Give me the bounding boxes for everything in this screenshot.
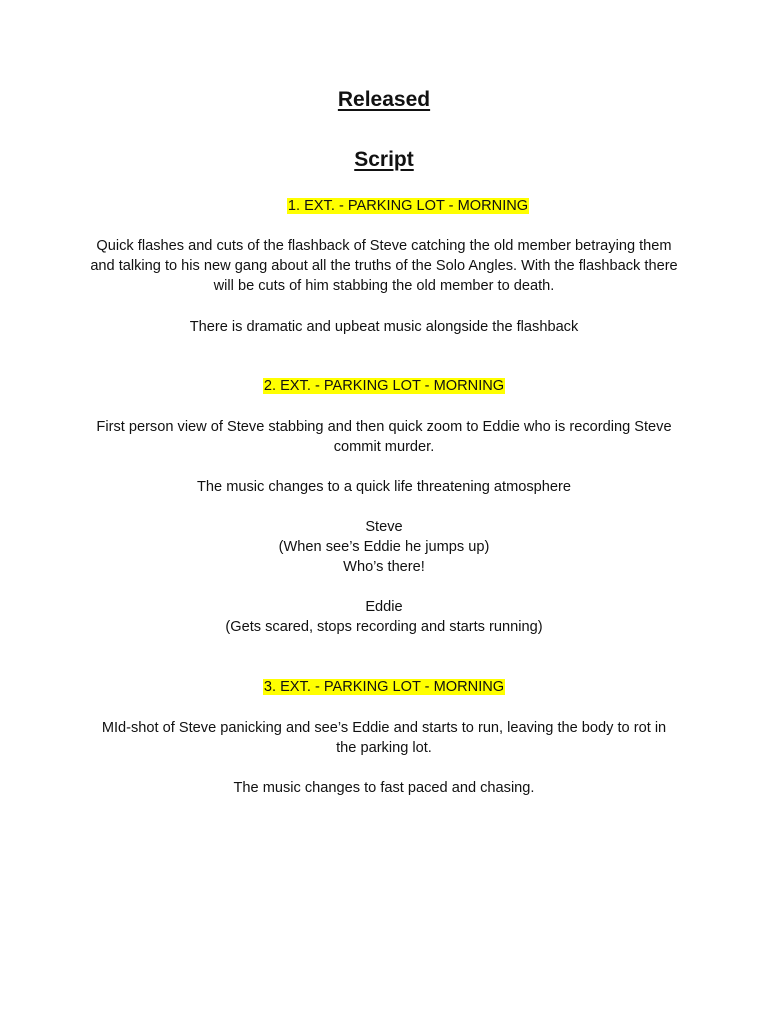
stage-direction: (When see’s Eddie he jumps up)	[278, 539, 490, 555]
scene-heading-text: 2. EXT. - PARKING LOT - MORNING	[263, 378, 505, 394]
scene-1-music-note: There is dramatic and upbeat music alongside the flashback	[189, 319, 579, 335]
document-title: Released	[337, 88, 431, 111]
scene-heading-text: 3. EXT. - PARKING LOT - MORNING	[263, 679, 505, 695]
character-name: Steve	[365, 519, 403, 535]
scene-3-action: MId-shot of Steve panicking and see’s Eddie and starts to run, leaving the body to rot in the parking lot.	[101, 720, 667, 756]
stage-direction: (Gets scared, stops recording and starts running)	[225, 619, 543, 635]
scene-2-music-note: The music changes to a quick life threatening atmosphere	[197, 479, 571, 495]
scene-heading-text: 1. EXT. - PARKING LOT - MORNING	[287, 198, 529, 214]
scene-heading-3	[0, 677, 768, 697]
scene-heading-2	[0, 376, 768, 396]
scene-heading-1	[0, 196, 768, 216]
character-name: Eddie	[365, 599, 403, 615]
scene-1-action: Quick flashes and cuts of the flashback of Steve catching the old member betraying them and talking to his new gang about all the truths of the Solo Angles. With the flashback there will be cuts of him stabbing the old member to death.	[90, 238, 678, 294]
scene-2-action: First person view of Steve stabbing and then quick zoom to Eddie who is recording Steve commit murder.	[96, 419, 672, 455]
dialogue-eddie	[90, 597, 678, 637]
scene-3-music-note: The music changes to fast paced and chasing.	[233, 780, 535, 796]
document-subtitle: Script	[354, 148, 414, 171]
dialogue-line: Who’s there!	[343, 559, 425, 575]
dialogue-steve	[90, 517, 678, 577]
